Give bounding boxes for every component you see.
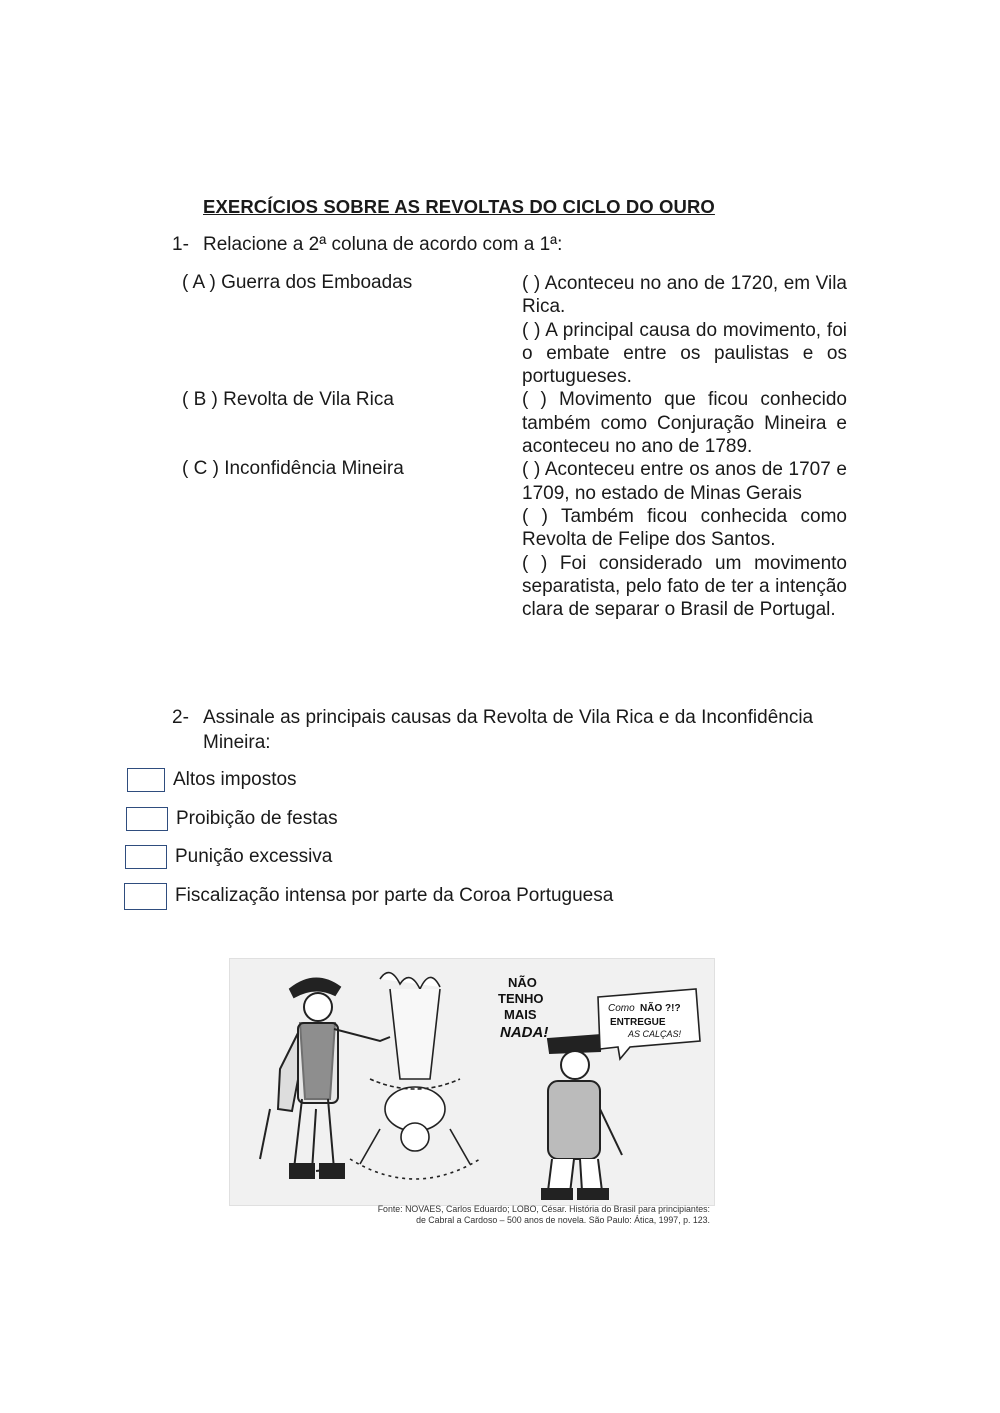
speech-left-line-4: NADA! [500,1024,549,1041]
option-label: Fiscalização intensa por parte da Coroa Portuguesa [175,885,614,906]
left-column-item-c: ( C ) Inconfidência Mineira [182,458,404,479]
speech-left [498,975,548,1041]
right-column-item: ( ) Também ficou conhecida como Revolta de Felipe dos Santos. [522,505,847,551]
cartoon-drawing [230,959,714,1205]
question-2-text: Assinale as principais causas da Revolta de Vila Rica e da Inconfidência Mineira: [203,707,814,753]
left-column-item-a: ( A ) Guerra dos Emboadas [182,272,413,293]
speech-left-line-1: NÃO [508,975,537,990]
speech-right-line-3: ENTREGUE [610,1017,666,1028]
speech-right-line-4: AS CALÇAS! [628,1029,682,1039]
right-column-item: ( ) Aconteceu no ano de 1720, em Vila Rica. [522,273,847,318]
speech-right-line-2: NÃO ?!? [640,1003,681,1014]
question-2-number: 2- [172,707,189,728]
question-2-prompt [172,705,862,755]
question-1-text: Relacione a 2ª coluna de acordo com a 1ª: [203,234,563,255]
officer-left-figure [260,978,390,1178]
page-title: EXERCÍCIOS SOBRE AS REVOLTAS DO CICLO DO OURO [203,196,715,217]
speech-right-line-1: Como [608,1003,635,1014]
right-column-item: ( ) A principal causa do movimento, foi o embate entre os paulistas e os portugueses. [522,319,847,388]
checkbox[interactable] [125,845,167,869]
right-column-item: ( ) Movimento que ficou conhecido também como Conjuração Mineira e aconteceu no ano de 1789. [522,389,847,458]
left-column-item-b: ( B ) Revolta de Vila Rica [182,389,394,410]
shaken-man-figure [350,973,480,1179]
option-proibicao-de-festas[interactable] [126,804,338,834]
option-altos-impostos[interactable] [127,765,297,795]
checkbox[interactable] [126,807,168,831]
cartoon-source [250,1204,710,1226]
question-1-prompt [172,234,562,256]
source-line-2: de Cabral a Cardoso – 500 anos de novela. São Paulo: Ática, 1997, p. 123. [416,1215,710,1225]
speech-left-line-2: TENHO [498,991,544,1006]
speech-right-bubble [598,989,700,1059]
right-column-item: ( ) Foi considerado um movimento separatista, pelo fato de ter a intenção clara de separar o Brasil de Portugal. [522,552,847,621]
option-label: Altos impostos [173,769,297,790]
right-column-item: ( ) Aconteceu entre os anos de 1707 e 1709, no estado de Minas Gerais [522,459,847,504]
checkbox[interactable] [127,768,165,792]
source-line-1: Fonte: NOVAES, Carlos Eduardo; LOBO, César. História do Brasil para principiantes: [377,1204,710,1214]
checkbox[interactable] [124,883,167,910]
option-fiscalizacao-intensa[interactable] [124,881,613,911]
speech-left-line-3: MAIS [504,1007,537,1022]
option-label: Punição excessiva [175,846,333,867]
officer-right-figure [542,1035,622,1199]
right-column [522,272,847,621]
question-1-number: 1- [172,234,189,255]
option-punicao-excessiva[interactable] [125,842,332,872]
option-label: Proibição de festas [176,808,338,829]
cartoon-illustration [229,958,715,1206]
